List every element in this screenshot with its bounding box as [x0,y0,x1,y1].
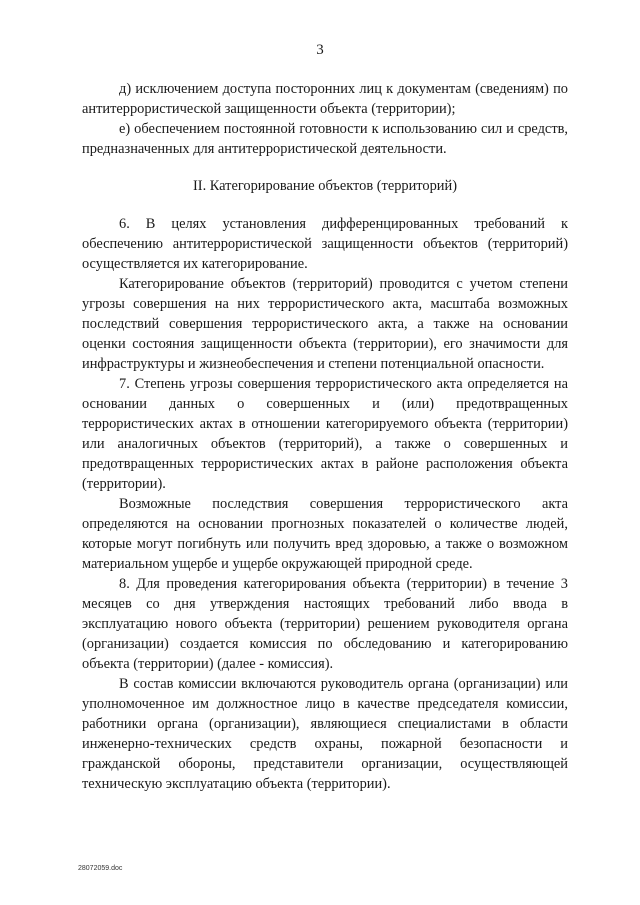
paragraph-consequences: Возможные последствия совершения террористического акта определяются на основании прогнозных показателей о количестве людей, которые могут погибнуть или получить вред здоровью, а также о возможном материальном ущербе и ущербе окружающей природной среде. [82,496,568,572]
paragraph-commission: В состав комиссии включаются руководитель органа (организации) или уполномоченное им должностное лицо в качестве председателя комиссии, работники органа (организации), являющиеся специалистами в области инженерно-технических средств охраны, пожарной безопасности и гражданской обороны, представители организации, осуществляющей техническую эксплуатацию объекта (территории). [82,676,568,792]
spacer [82,159,568,176]
paragraph-categorization: Категорирование объектов (территорий) проводится с учетом степени угрозы совершения на них террористического акта, масштаба возможных последствий совершения террористического акта, а также на основании оценки состояния защищенности объекта (территории), его значимости для инфраструктуры и жизнеобеспечения и степени потенциальной опасности. [82,276,568,372]
section-heading: II. Категорирование объектов (территорий) [192,178,457,194]
spacer [82,196,568,214]
paragraph-point-8: 8. Для проведения категорирования объекта (территории) в течение 3 месяцев со дня утверждения настоящих требований либо ввода в эксплуатацию нового объекта (территории) решением руководителя органа (организации) создается комиссия по обследованию и категорированию объекта (территории) (далее - комиссия). [82,576,568,672]
paragraph-item-e: е) обеспечением постоянной готовности к использованию сил и средств, предназначенных для антитеррористической деятельности. [82,121,568,157]
paragraph-item-d: д) исключением доступа посторонних лиц к документам (сведениям) по антитеррористической защищенности объекта (территории); [82,81,568,117]
paragraph-point-7: 7. Степень угрозы совершения террористического акта определяется на основании данных о совершенных и (или) предотвращенных террористических актах в отношении категорируемого объекта (территории) или аналогичных объектов (территорий), а также о совершенных и предотвращенных террористических актах в районе расположения объекта (территории). [82,376,568,492]
paragraph-point-6: 6. В целях установления дифференцированных требований к обеспечению антитеррористической защищенности объектов (территорий) осуществляется их категорирование. [82,216,568,272]
file-name-footer: 28072059.doc [78,865,123,872]
page-number: 3 [316,42,324,58]
document-body [82,79,568,794]
